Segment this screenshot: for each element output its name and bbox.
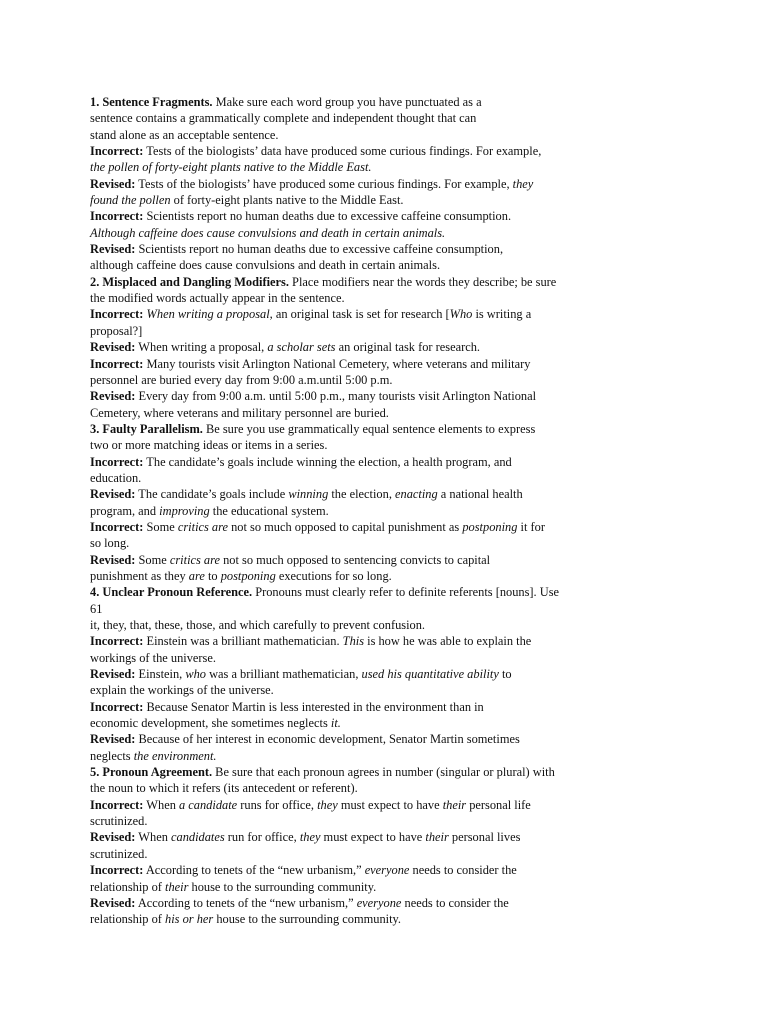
text-line [90, 454, 620, 470]
text-run: Pronouns must clearly refer to definite referents [nouns]. Use [252, 585, 560, 600]
text-run: proposal?] [90, 323, 143, 338]
text-line [90, 748, 620, 764]
text-run: stand alone as an acceptable sentence. [90, 127, 279, 142]
italic-text: critics are [177, 519, 228, 534]
text-run: program, and [90, 503, 160, 518]
document-body [90, 94, 620, 928]
text-run: the modified words actually appear in the sentence. [90, 291, 345, 306]
text-run: personal life [466, 797, 531, 812]
text-line [90, 110, 620, 126]
text-run: the educational system. [209, 503, 329, 518]
text-run: The candidate’s goals include [135, 487, 289, 502]
bold-label: Revised: [90, 487, 136, 502]
text-run: it, they, that, these, those, and which carefully to prevent confusion. [90, 618, 426, 632]
bold-label: Incorrect: [90, 797, 144, 812]
text-run: not so much opposed to sentencing convicts to capital [219, 552, 491, 567]
italic-text: improving [159, 503, 210, 518]
bold-label: Revised: [90, 895, 136, 910]
italic-text: his or her [165, 912, 214, 927]
italic-text: the pollen of forty-eight plants native to the Middle East. [90, 160, 372, 175]
text-line [90, 421, 620, 437]
text-run: personal lives [448, 830, 521, 845]
italic-text: they [317, 797, 338, 812]
text-line [90, 617, 620, 633]
text-line [90, 127, 620, 143]
bold-label: Incorrect: [90, 454, 144, 469]
text-line [90, 650, 620, 666]
text-line [90, 568, 620, 584]
text-run: to [204, 568, 221, 583]
text-line [90, 829, 620, 845]
text-run: is how he was able to explain the [364, 634, 532, 649]
text-run: punishment as they [90, 568, 189, 583]
text-run: an original task for research. [335, 340, 481, 355]
text-run: Every day from 9:00 a.m. until 5:00 p.m., many tourists visit Arlington National [135, 389, 537, 404]
bold-label: Incorrect: [90, 863, 144, 878]
text-run: The candidate’s goals include winning the election, a health program, and [143, 454, 512, 469]
text-run: a national health [437, 487, 523, 502]
text-run: Be sure you use grammatically equal sentence elements to express [202, 421, 536, 436]
text-run: the election, [328, 487, 396, 502]
text-line [90, 290, 620, 306]
text-line [90, 306, 620, 322]
text-run: needs to consider the [401, 895, 509, 910]
italic-text: Although caffeine does cause convulsions and death in certain animals. [90, 225, 446, 240]
text-run: Be sure that each pronoun agrees in number (singular or plural) with [212, 765, 555, 780]
italic-text: their [425, 830, 449, 845]
bold-label: Incorrect: [90, 634, 144, 649]
italic-text: critics are [169, 552, 220, 567]
text-run: must expect to have [320, 830, 426, 845]
text-run: scrutinized. [90, 846, 148, 861]
text-run: runs for office, [237, 797, 318, 812]
bold-label: 2. Misplaced and Dangling Modifiers. [90, 274, 289, 289]
bold-label: Revised: [90, 830, 136, 845]
text-run: was a brilliant mathematician, [206, 667, 362, 682]
italic-text: who [185, 667, 206, 682]
text-line [90, 666, 620, 682]
text-run: Scientists report no human deaths due to excessive caffeine consumption. [143, 209, 512, 224]
bold-label: Revised: [90, 242, 136, 257]
italic-text: found the pollen [90, 193, 171, 208]
text-run: education. [90, 470, 142, 485]
italic-text: used his quantitative ability [361, 667, 499, 682]
text-run: Cemetery, where veterans and military personnel are buried. [90, 405, 389, 420]
text-line [90, 372, 620, 388]
text-run: According to tenets of the “new urbanism,” [135, 895, 357, 910]
italic-text: they [299, 830, 321, 845]
text-line [90, 601, 620, 617]
text-line [90, 94, 620, 110]
bold-label: Revised: [90, 667, 136, 682]
text-line [90, 535, 620, 551]
text-line [90, 682, 620, 698]
text-line [90, 731, 620, 747]
text-run: it for [517, 519, 545, 534]
text-run: to [498, 667, 512, 682]
text-line [90, 486, 620, 502]
text-run: relationship of [90, 912, 166, 927]
italic-text: their [165, 879, 189, 894]
text-line [90, 192, 620, 208]
text-run: workings of the universe. [90, 650, 216, 665]
text-line [90, 356, 620, 372]
bold-label: Incorrect: [90, 209, 144, 224]
bold-label: Revised: [90, 389, 136, 404]
text-run: Tests of the biologists’ have produced some curious findings. For example, [135, 176, 513, 191]
italic-text: When writing a proposal, [146, 307, 273, 322]
bold-label: Revised: [90, 732, 136, 747]
italic-text: their [442, 797, 467, 812]
text-line [90, 846, 620, 862]
text-run: neglects [90, 748, 134, 763]
italic-text: This [342, 634, 365, 649]
text-line [90, 339, 620, 355]
bold-label: Incorrect: [90, 519, 144, 534]
italic-text: a scholar sets [267, 340, 336, 355]
text-line [90, 503, 620, 519]
bold-label: 1. Sentence Fragments. [90, 95, 213, 109]
text-run: Because Senator Martin is less interested in the environment than in [143, 699, 484, 714]
text-line [90, 584, 620, 600]
text-run: must expect to have [337, 797, 443, 812]
italic-text: postponing [462, 519, 518, 534]
text-line [90, 797, 620, 813]
text-run: scrutinized. [90, 814, 148, 829]
text-line [90, 633, 620, 649]
italic-text: are [188, 568, 205, 583]
text-line [90, 176, 620, 192]
text-line [90, 715, 620, 731]
text-line [90, 225, 620, 241]
bold-label: Incorrect: [90, 307, 144, 322]
italic-text: they [512, 176, 534, 191]
text-line [90, 519, 620, 535]
text-run: Make sure each word group you have punctuated as a [212, 95, 482, 109]
text-run: Tests of the biologists’ data have produced some curious findings. For example, [143, 144, 542, 159]
bold-label: 4. Unclear Pronoun Reference. [90, 585, 253, 600]
bold-label: Incorrect: [90, 356, 144, 371]
text-line [90, 895, 620, 911]
bold-label: Incorrect: [90, 699, 144, 714]
italic-text: everyone [364, 863, 410, 878]
text-line [90, 813, 620, 829]
text-run: Some [135, 552, 170, 567]
text-line [90, 470, 620, 486]
text-run: Scientists report no human deaths due to excessive caffeine consumption, [135, 242, 504, 257]
text-run: not so much opposed to capital punishment as [227, 519, 463, 534]
text-run: of forty-eight plants native to the Middle East. [170, 193, 404, 208]
italic-text: everyone [356, 895, 402, 910]
text-line [90, 764, 620, 780]
text-run: needs to consider the [409, 863, 517, 878]
text-run: Place modifiers near the words they describe; be sure [288, 274, 557, 289]
bold-label: Revised: [90, 176, 136, 191]
text-line [90, 257, 620, 273]
text-run: When [135, 830, 171, 845]
bold-label: 3. Faulty Parallelism. [90, 421, 203, 436]
text-line [90, 241, 620, 257]
text-line [90, 143, 620, 159]
bold-label: Revised: [90, 552, 136, 567]
text-run: the noun to which it refers (its antecedent or referent). [90, 781, 358, 796]
text-run: economic development, she sometimes neglects [90, 716, 331, 731]
text-run: relationship of [90, 879, 166, 894]
text-line [90, 405, 620, 421]
text-run: run for office, [224, 830, 300, 845]
italic-text: Who [449, 307, 473, 322]
bold-label: Revised: [90, 340, 136, 355]
text-run: Because of her interest in economic development, Senator Martin sometimes [135, 732, 520, 747]
text-run: Some [143, 519, 178, 534]
italic-text: postponing [220, 568, 276, 583]
text-run: executions for so long. [275, 568, 392, 583]
text-line [90, 552, 620, 568]
text-line [90, 862, 620, 878]
text-run: Many tourists visit Arlington National Cemetery, where veterans and military [143, 356, 531, 371]
italic-text: winning [288, 487, 329, 502]
text-run: explain the workings of the universe. [90, 683, 274, 698]
italic-text: a candidate [179, 797, 238, 812]
text-line [90, 159, 620, 175]
text-line [90, 388, 620, 404]
text-run: personnel are buried every day from 9:00 a.m.until 5:00 p.m. [90, 372, 393, 387]
text-run: 61 [90, 601, 103, 616]
italic-text: candidates [171, 830, 225, 845]
text-run: so long. [90, 536, 130, 551]
text-run: is writing a [472, 307, 532, 322]
text-line [90, 274, 620, 290]
text-run: an original task is set for research [ [272, 307, 450, 322]
text-line [90, 208, 620, 224]
text-line [90, 911, 620, 927]
text-line [90, 437, 620, 453]
bold-label: Incorrect: [90, 144, 144, 159]
italic-text: enacting [395, 487, 438, 502]
text-run: Einstein, [135, 667, 186, 682]
italic-text: it. [330, 716, 341, 731]
italic-text: the environment. [133, 748, 217, 763]
text-run: sentence contains a grammatically complete and independent thought that can [90, 111, 477, 126]
text-line [90, 780, 620, 796]
text-run: house to the surrounding community. [213, 912, 402, 927]
text-line [90, 323, 620, 339]
text-run: When [143, 797, 179, 812]
text-run: According to tenets of the “new urbanism,” [143, 863, 365, 878]
bold-label: 5. Pronoun Agreement. [90, 765, 213, 780]
text-run: When writing a proposal, [135, 340, 268, 355]
text-run: although caffeine does cause convulsions and death in certain animals. [90, 258, 441, 273]
text-run: Einstein was a brilliant mathematician. [143, 634, 343, 649]
text-line [90, 879, 620, 895]
text-line [90, 699, 620, 715]
text-run: house to the surrounding community. [188, 879, 377, 894]
text-run: two or more matching ideas or items in a series. [90, 438, 328, 453]
